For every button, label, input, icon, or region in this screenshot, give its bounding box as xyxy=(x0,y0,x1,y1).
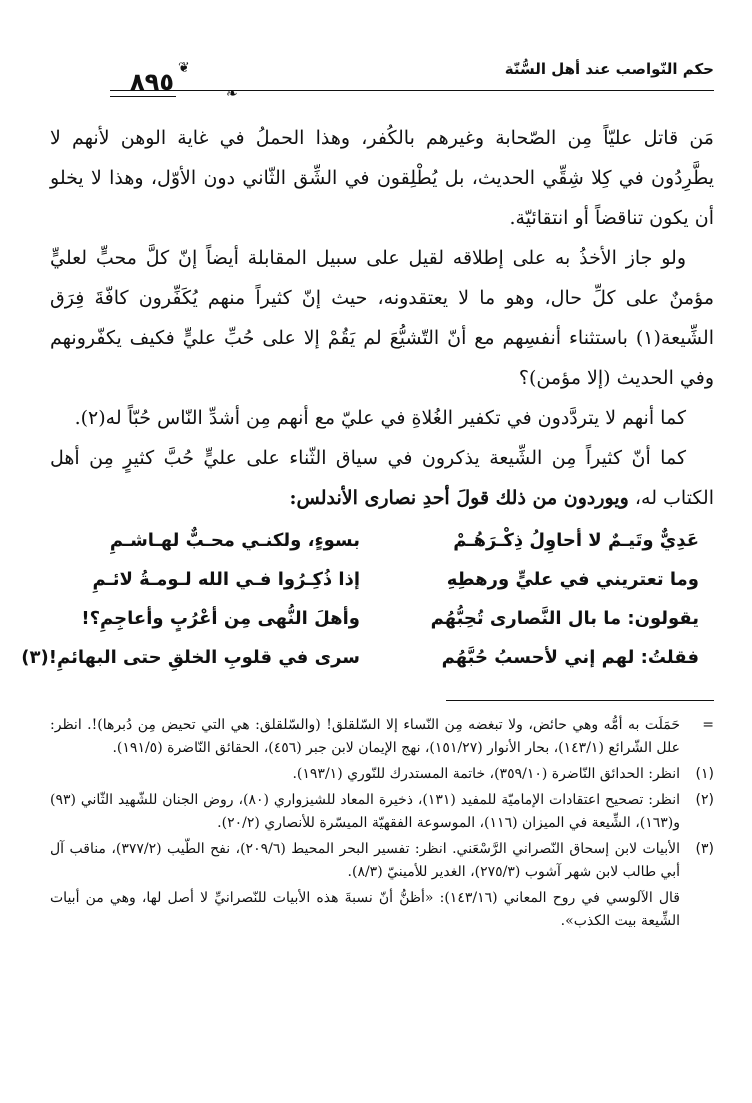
footnote xyxy=(50,763,714,786)
paragraph xyxy=(50,438,714,518)
footnote-text: انظر: الحدائق النّاضرة (٣٥٩/١٠)، خاتمة المستدرك للنّوري (١٩٣/١). xyxy=(292,766,680,782)
header-rule xyxy=(175,90,714,91)
running-title: حكم النّواصب عند أهل السُّنّة xyxy=(504,60,714,78)
paragraph: مَن قاتل عليّاً مِن الصّحابة وغيرهم بالكُفر، وهذا الحملُ في غاية الوهن لأنهم لا يطَّرِدُون في كِلا شِقِّي الحديث، بل يُطْلِقون في الشِّق الثّاني دون الأوّل، وهذا لا يخلو أن يكون تناقضاً أو انتقائيّة. xyxy=(50,127,714,229)
poem-verse xyxy=(50,608,714,647)
ornament-icon: ❦ xyxy=(178,60,190,76)
footnote-text: حَمَلَت به أمُّه وهي حائض، ولا تبغضه مِن النّساء إلا السّلقلق! (والسّلقلق: هي التي تحيض مِن دُبرها)!. انظر: علل الشّرائع (١٤٣/١)، بحار الأنوار (١٥١/٢٧)، نهج الإيمان لابن جبر (٤٥٦)، الحقائق النّاضرة (١٩١/٥). xyxy=(50,717,680,756)
footnote-marker: = xyxy=(702,717,714,733)
paragraph-text: كما أنّ كثيراً مِن الشِّيعة يذكرون في سياق الثّناء على عليٍّ حُبَّ كثيرٍ مِن أهل الكتاب له، xyxy=(50,447,714,509)
poem-verse xyxy=(50,569,714,608)
paragraph: ولو جاز الأخذُ به على إطلاقه لقيل على سبيل المقابلة أيضاً إنّ كلَّ محبٍّ لعليٍّ مؤمنٌ على كلِّ حال، وهو ما لا يعتقدونه، حيث إنّ كثيراً منهم يُكَفِّرون كافّةَ فِرَق الشِّيعة(١) باستثناء أنفسِهم مع أنّ التّشيُّعَ لم يَقُمْ إلا على حُبِّ عليٍّ فكيف يكفّرونهم وفي الحديث (إلا مؤمن)؟ xyxy=(50,247,714,389)
footnote-marker: (٢) xyxy=(695,792,714,808)
footnote xyxy=(50,838,714,884)
verse-first-hemistich: وما تعتريني في عليٍّ ورهطِهِ xyxy=(446,569,699,590)
footnotes xyxy=(50,714,714,933)
main-text xyxy=(50,118,714,518)
poem-intro: ويوردون من ذلك قولَ أحدِ نصارى الأندلس: xyxy=(289,487,629,509)
footnote-text: الأبيات لابن إسحاق النّصراني الرَّسْعَني. انظر: تفسير البحر المحيط (٢٠٩/٦)، نفح الطّيب (٣٧٧/٢)، مناقب آل أبي طالب لابن شهر آشوب (٢٧٥/٣)، الغدير للأمينيّ (٨/٣). xyxy=(50,841,680,880)
poem xyxy=(21,530,714,686)
footnote xyxy=(50,714,714,760)
verse-second-hemistich: سرى في قلوبِ الخلقِ حتى البهائمِ!(٣) xyxy=(21,647,360,668)
poem-verse xyxy=(21,647,714,686)
page-number-frame xyxy=(110,60,238,106)
page-number-rule xyxy=(110,96,176,97)
footnote-marker: (٣) xyxy=(695,841,714,857)
verse-first-hemistich: يقولون: ما بال النَّصارى تُحِبُّهُم xyxy=(430,608,699,629)
verse-first-hemistich: عَدِيٌّ وتَيـمٌ لا أحاوِلُ ذِكْـرَهُـمْ xyxy=(453,530,699,551)
verse-second-hemistich: بسوءٍ، ولكنـي محـبٌّ لهـاشـمِ xyxy=(109,530,360,551)
footnote-text: انظر: تصحيح اعتقادات الإماميّة للمفيد (١٣١)، ذخيرة المعاد للشيزواري (٨٠)، روض الجنان للشّهيد الثّاني (٩٣) و(١٦٣)، الشِّيعة في الميزان (١١٦)، الموسوعة الفقهيّة الميسّرة للأنصاري (٢٠/٢). xyxy=(50,792,680,831)
footnote xyxy=(50,789,714,835)
poem-verse xyxy=(50,530,714,569)
verse-second-hemistich: إذا ذُكِـرُوا فـي الله لـومـةُ لائـمِ xyxy=(92,569,360,590)
paragraph: كما أنهم لا يتردَّدون في تكفير الغُلاةِ في عليّ مع أنهم مِن أشدِّ النّاس حُبّاً له(٢). xyxy=(74,407,686,429)
footnote-separator xyxy=(446,700,714,701)
ornament-icon: ❧ xyxy=(226,86,238,102)
verse-first-hemistich: فقلتُ: لهم إني لأحسبُ حُبَّهُم xyxy=(441,647,699,668)
verse-second-hemistich: وأهلَ النُّهى مِن أعْرُبٍ وأعاجِمِ؟! xyxy=(81,608,360,629)
page-number: ٨٩٥ xyxy=(130,68,174,96)
footnote-continuation: قال الآلوسي في روح المعاني (١٤٣/١٦): «أظنُّ أنّ نسبةَ هذه الأبيات للنّصرانيِّ لا أصل لها، وهي من أبيات الشِّيعة بيت الكذب». xyxy=(50,890,680,929)
footnote-marker: (١) xyxy=(695,766,714,782)
page-header xyxy=(50,52,714,110)
